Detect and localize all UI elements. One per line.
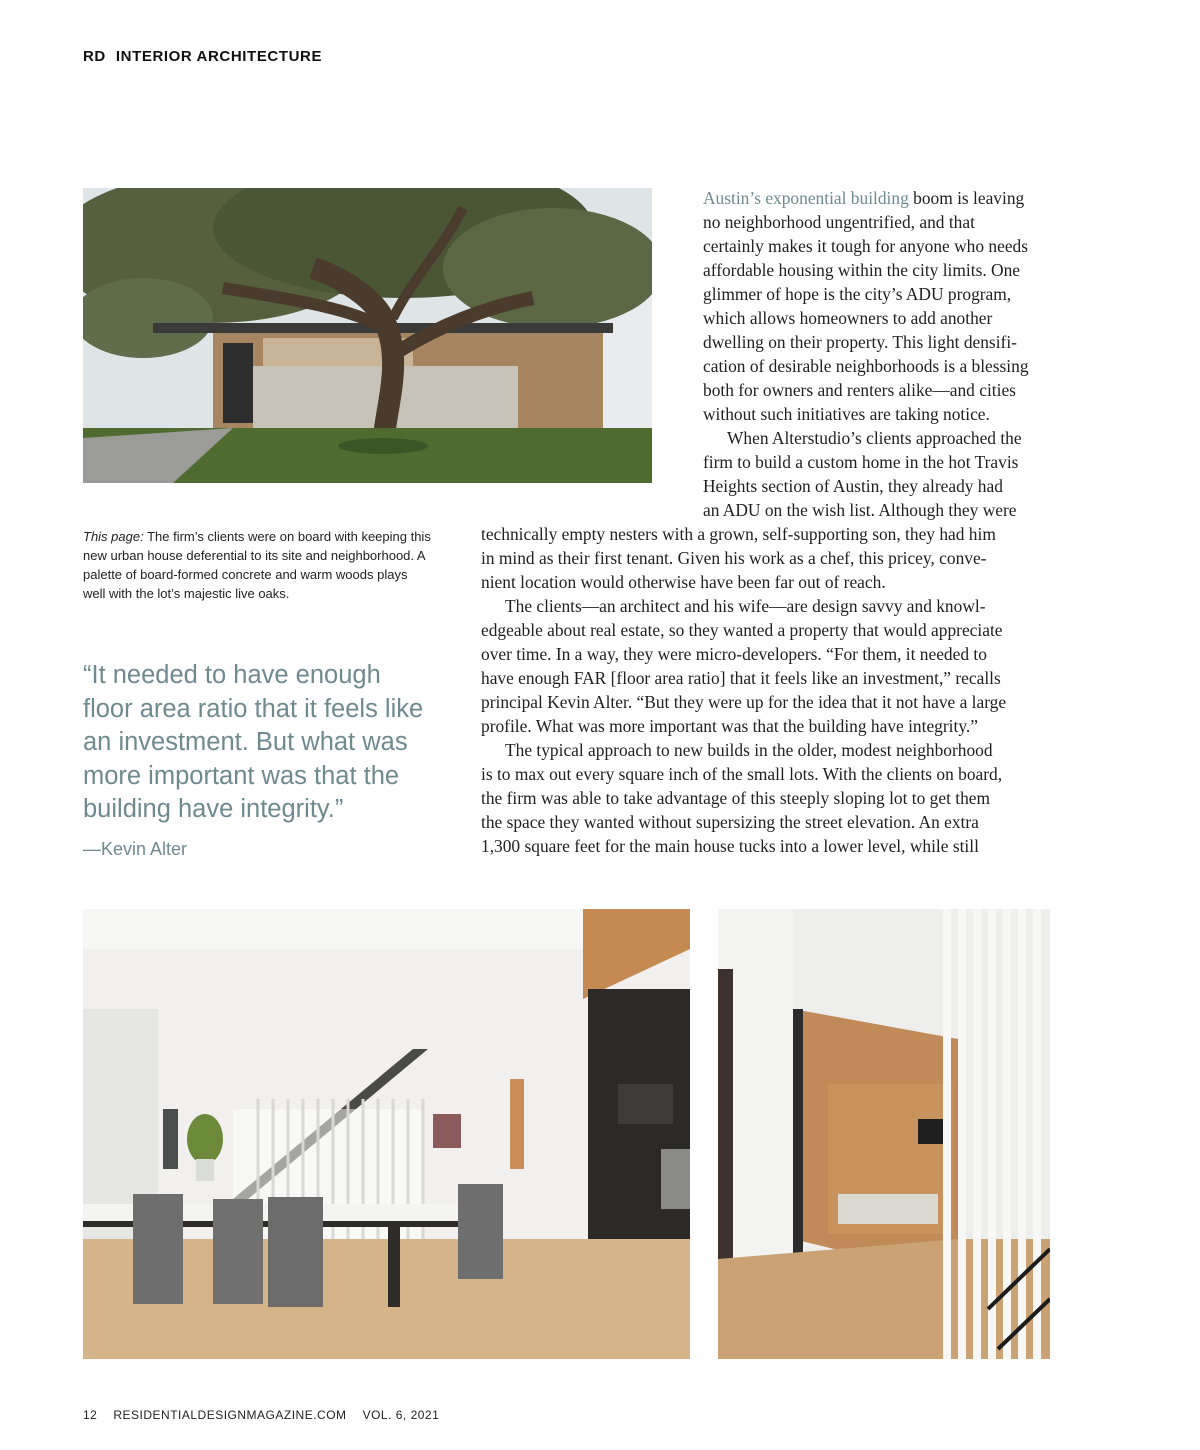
caption-text: The firm’s clients were on board with keeping this new urban house deferential to its site and neighborhood. A palette of board-formed concrete and warm woods plays well with the lot’s majestic live oaks. [83,529,431,601]
pull-quote-attribution: —Kevin Alter [83,838,188,859]
body-line: in mind as their first tenant. Given his work as a chef, this pricey, conve- [481,548,987,568]
footer-issue: VOL. 6, 2021 [362,1408,440,1422]
article-lead-in: Austin’s exponential building [703,188,909,208]
dining-room-photo [83,909,690,1359]
pull-quote-line: “It needed to have enough [83,661,381,689]
body-line: dwelling on their property. This light densifi- [703,332,1017,352]
body-line: affordable housing within the city limits. One [703,260,1021,280]
body-line: which allows homeowners to add another [703,308,993,328]
body-line: Heights section of Austin, they already had [703,476,1003,496]
page-number: 12 [83,1408,98,1422]
body-line: technically empty nesters with a grown, self-supporting son, they had him [481,524,996,544]
body-line: both for owners and renters alike—and cities [703,380,1016,400]
body-line: principal Kevin Alter. “But they were up for the idea that it not have a large [481,692,1007,712]
body-line: the space they wanted without supersizing the street elevation. An extra [481,812,979,832]
body-line: nient location would otherwise have been far out of reach. [481,572,886,592]
body-line: without such initiatives are taking notice. [703,404,990,424]
pull-quote [83,659,453,861]
body-line: certainly makes it tough for anyone who needs [703,236,1029,256]
exterior-photo [83,188,652,483]
body-line: Austin’s exponential building boom is leaving [703,188,1025,208]
body-line: The typical approach to new builds in the older, modest neighborhood [505,740,993,760]
body-line: When Alterstudio’s clients approached the [727,428,1022,448]
living-room-photo [718,909,1050,1359]
pull-quote-line: more important was that the [83,761,400,790]
body-line: the firm was able to take advantage of this steeply sloping lot to get them [481,788,991,808]
section-title: INTERIOR ARCHITECTURE [115,48,323,65]
body-line: cation of desirable neighborhoods is a blessing [703,356,1029,376]
body-line: an ADU on the wish list. Although they were [703,500,1017,520]
body-line: over time. In a way, they were micro-developers. “For them, it needed to [481,644,987,664]
body-line: glimmer of hope is the city’s ADU program, [703,284,1012,304]
pull-quote-line: building have integrity.” [83,795,344,823]
body-line: edgeable about real estate, so they wanted a property that would appreciate [481,620,1003,640]
footer-site: RESIDENTIALDESIGNMAGAZINE.COM [113,1408,347,1422]
pull-quote-line: an investment. But what was [83,728,408,756]
page-footer [83,1408,439,1422]
body-line: firm to build a custom home in the hot Travis [703,452,1019,472]
body-line: 1,300 square feet for the main house tucks into a lower level, while still [481,836,979,856]
caption-lead: This page: [83,529,144,544]
body-line: is to max out every square inch of the small lots. With the clients on board, [481,764,1003,784]
body-line: have enough FAR [floor area ratio] that it feels like an investment,” recalls [481,668,1001,688]
body-line: no neighborhood ungentrified, and that [703,212,975,232]
body-line: profile. What was more important was that the building have integrity.” [481,716,978,736]
body-line: The clients—an architect and his wife—are design savvy and knowl- [505,596,986,616]
pull-quote-line: floor area ratio that it feels like [83,694,424,723]
photo-caption [83,527,433,603]
section-header [83,48,322,65]
section-code: RD [83,48,106,65]
